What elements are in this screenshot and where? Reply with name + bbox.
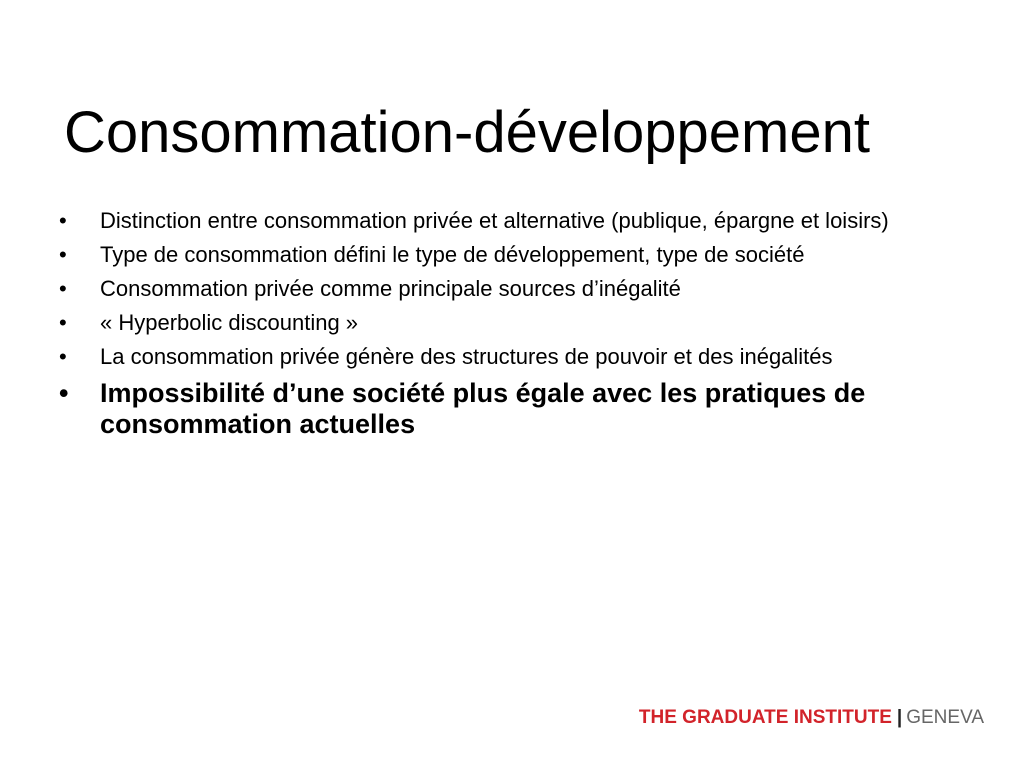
bullet-item <box>56 208 896 233</box>
bullet-marker: • <box>59 378 69 408</box>
bullet-text: La consommation privée génère des structures de pouvoir et des inégalités <box>100 344 833 369</box>
bullet-item <box>56 344 896 369</box>
bullet-list <box>56 208 896 449</box>
bullet-item <box>56 276 896 301</box>
bullet-text: Impossibilité d’une société plus égale avec les pratiques de consommation actuelles <box>100 378 866 439</box>
bullet-text: Type de consommation défini le type de développement, type de société <box>100 242 805 267</box>
logo-separator: | <box>896 707 903 728</box>
slide-title: Consommation-développement <box>64 100 870 165</box>
logo-city: GENEVA <box>906 707 984 728</box>
bullet-item <box>56 310 896 335</box>
bullet-text: Distinction entre consommation privée et alternative (publique, épargne et loisirs) <box>100 208 889 233</box>
logo-institute-name: THE GRADUATE INSTITUTE <box>638 707 892 728</box>
bullet-marker: • <box>59 310 67 335</box>
bullet-text: « Hyperbolic discounting » <box>100 310 359 335</box>
bullet-marker: • <box>59 344 67 369</box>
bullet-text: Consommation privée comme principale sources d’inégalité <box>100 276 681 301</box>
bullet-marker: • <box>59 242 67 267</box>
bullet-marker: • <box>59 208 67 233</box>
bullet-marker: • <box>59 276 67 301</box>
bullet-item <box>56 242 896 267</box>
institute-logo <box>639 706 984 730</box>
bullet-item-emphasis <box>56 378 896 440</box>
